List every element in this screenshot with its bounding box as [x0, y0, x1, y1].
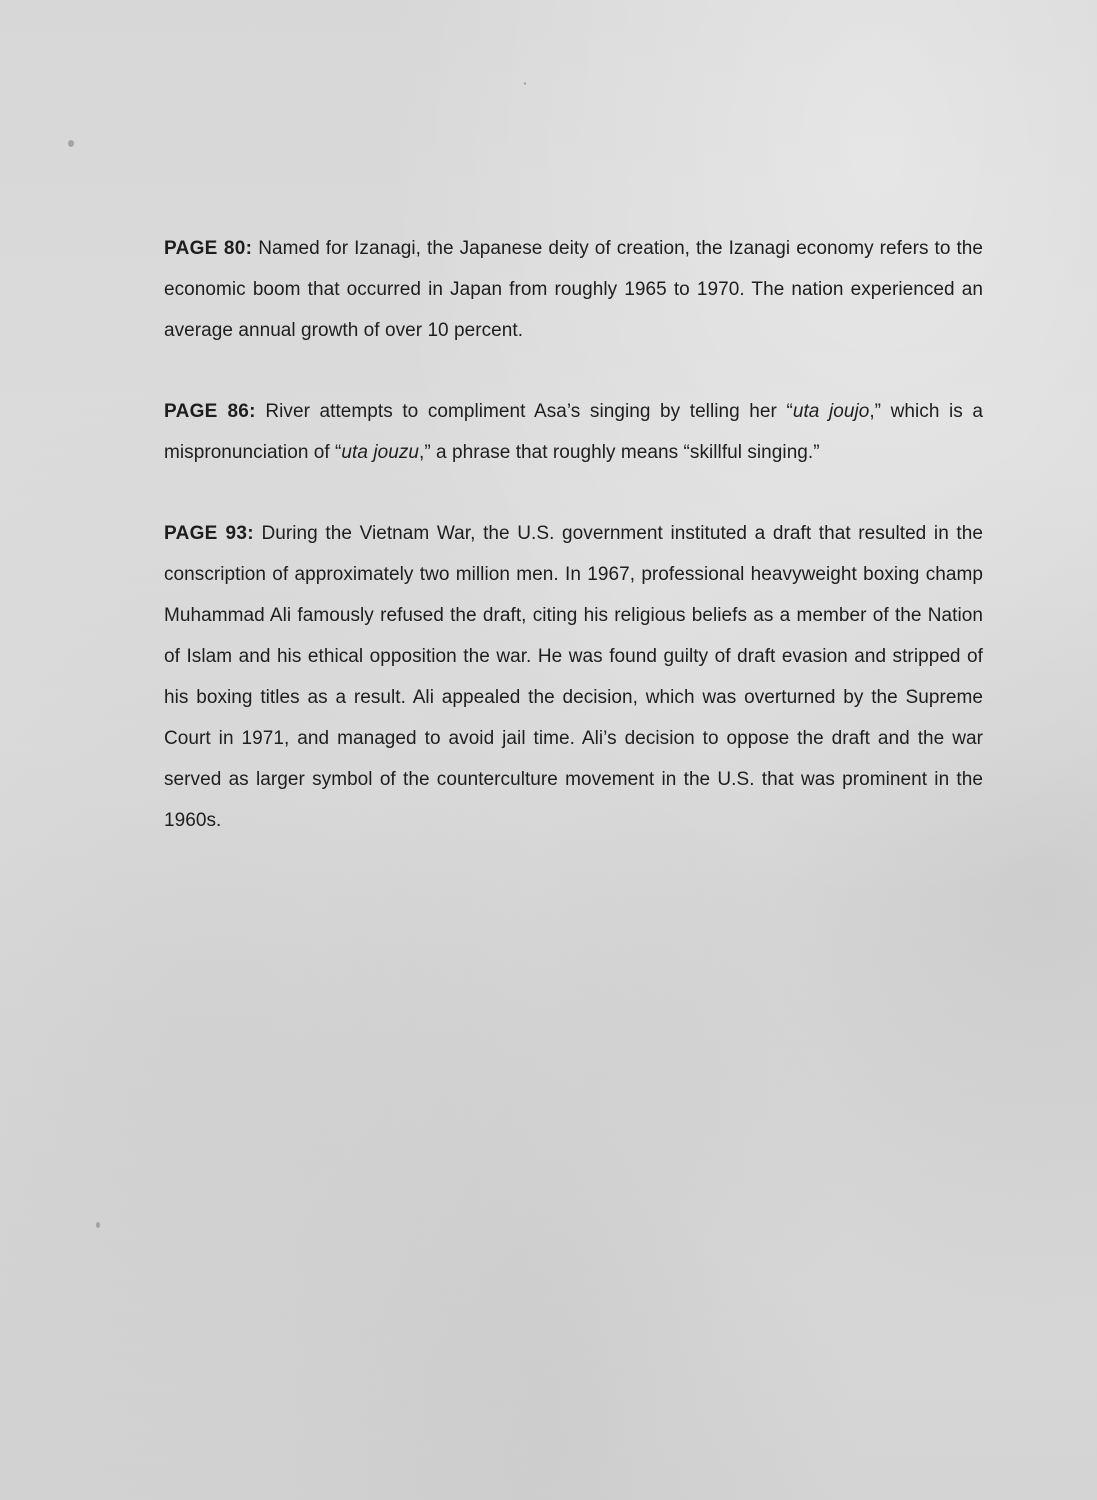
note-text: During the Vietnam War, the U.S. government instituted a draft that resulted in the conscription of approximately two million men. In 1967, professional heavyweight boxing champ Muhammad Ali famously refused the draft, citing his religious beliefs as a member of the Nation of Islam and his ethical opposition the war. He was found guilty of draft evasion and stripped of his boxing titles as a result. Ali appealed the decision, which was overturned by the Supreme Court in 1971, and managed to avoid jail time. Ali’s decision to oppose the draft and the war served as larger symbol of the counterculture movement in the U.S. that was prominent in the 1960s. — [164, 523, 983, 831]
note-text: ,” which is a mispronunciation of “ — [164, 401, 983, 463]
note-text: ,” a phrase that roughly means “skillful singing.” — [419, 442, 820, 463]
paper-speck — [96, 1222, 100, 1228]
note-label: PAGE 80: — [164, 238, 253, 259]
note-label: PAGE 86: — [164, 401, 256, 422]
note-italic-term: uta joujo — [792, 401, 870, 422]
paper-speck — [68, 140, 74, 147]
note-italic-term: uta jouzu — [341, 442, 419, 463]
paper-speck — [524, 82, 526, 85]
note-page-93 — [164, 513, 983, 841]
note-text: River attempts to compliment Asa’s singing by telling her “ — [255, 401, 793, 422]
note-page-80 — [164, 228, 983, 351]
note-label: PAGE 93: — [164, 523, 254, 544]
note-page-86 — [164, 391, 983, 473]
note-text: Named for Izanagi, the Japanese deity of creation, the Izanagi economy refers to the economic boom that occurred in Japan from roughly 1965 to 1970. The nation experienced an average annual growth of over 10 percent. — [164, 238, 984, 341]
